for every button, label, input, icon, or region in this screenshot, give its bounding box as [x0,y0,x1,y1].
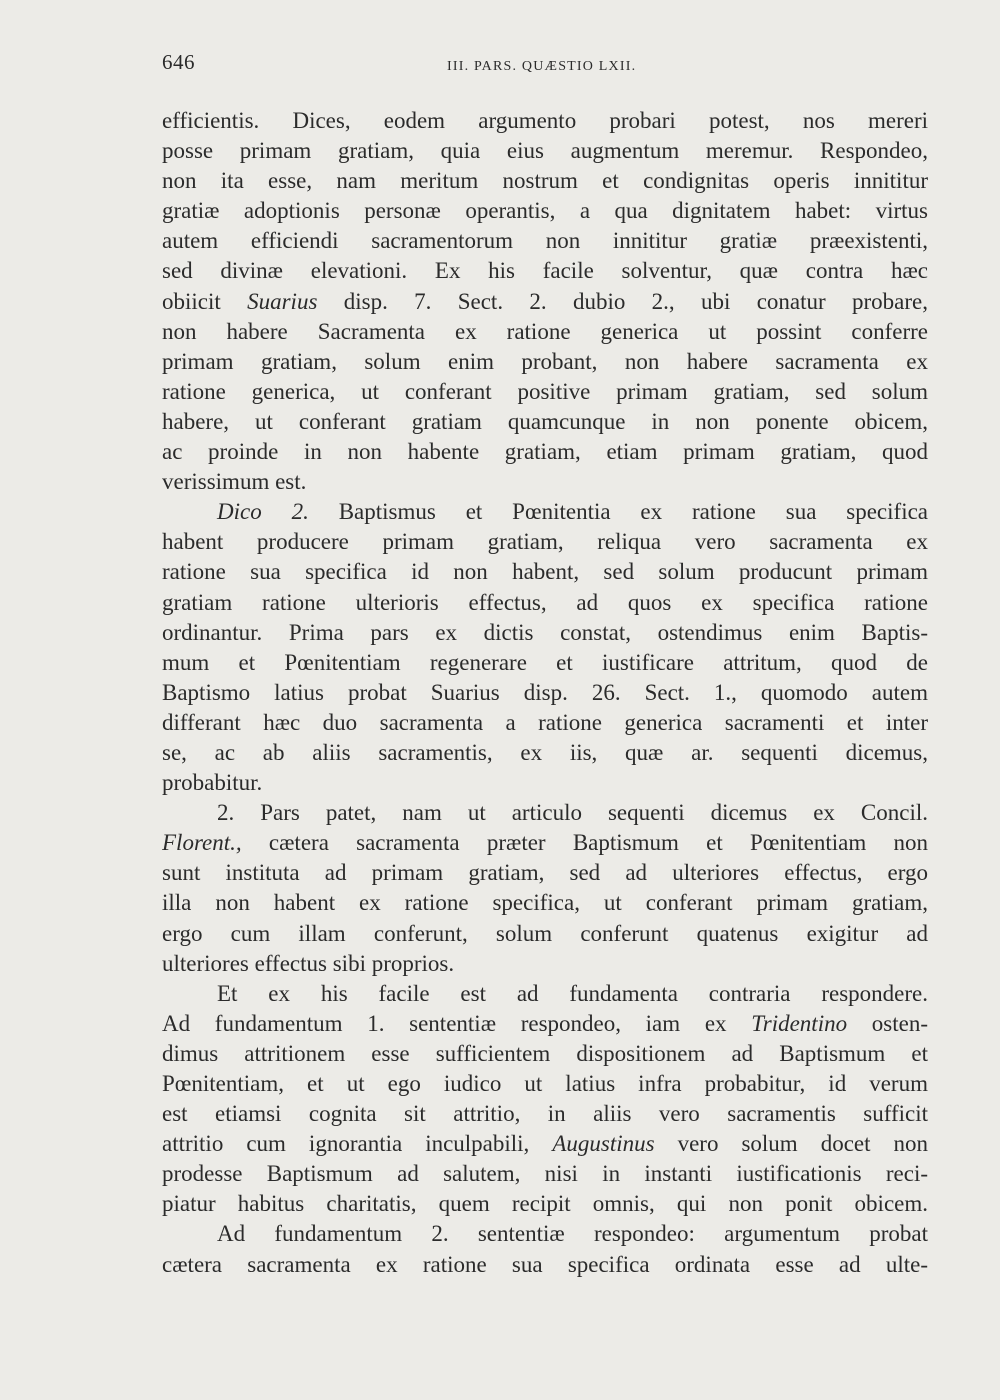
text-line [162,979,928,1009]
line-text: cætera sacramenta ex ratione sua specifica ordinata esse ad ulte- [162,1251,928,1277]
text-line [162,437,928,467]
line-text: ratione generica, ut conferant positive primam gratiam, sed solum [162,378,928,404]
line-text: Ad fundamentum 1. sententiæ respondeo, iam ex [162,1010,752,1036]
italic-text: Suarius [247,288,318,314]
text-line [162,588,928,618]
line-text: primam gratiam, solum enim probant, non habere sacramenta ex [162,348,928,374]
line-text: Pœnitentiam, et ut ego iudico ut latius infra probabitur, id verum [162,1071,928,1096]
running-head: III. PARS. QUÆSTIO LXII. [447,59,637,74]
page-header [162,50,928,84]
text-line [162,1099,928,1129]
line-text: piatur habitus charitatis, quem recipit omnis, qui non ponit obicem. [162,1191,928,1217]
text-line [162,196,928,226]
text-line [162,1129,928,1159]
text-line [162,648,928,678]
text-line [162,919,928,949]
line-text: 2. Pars patet, nam ut articulo sequenti dicemus ex Concil. [217,800,928,826]
text-line [162,287,928,317]
line-text: Et ex his facile est ad fundamenta contraria respondere. [217,980,928,1006]
text-line [162,798,928,828]
text-line [162,136,928,166]
text-line [162,738,928,768]
line-text: non habere Sacramenta ex ratione generica ut possint conferre [162,318,928,344]
line-text: differant hæc duo sacramenta a ratione generica sacramenti et inter [162,709,928,735]
text-line [162,407,928,437]
text-line [162,828,928,858]
line-text: ordinantur. Prima pars ex dictis constat, ostendimus enim Baptis- [162,619,928,645]
line-text: verissimum est. [162,469,307,495]
line-text: ac proinde in non habente gratiam, etiam primam gratiam, quod [162,439,928,465]
text-line [162,317,928,347]
text-line [162,256,928,286]
italic-text: Augustinus [552,1131,655,1157]
text-line [162,1250,928,1280]
line-text: sed divinæ elevationi. Ex his facile solventur, quæ contra hæc [162,258,928,284]
line-text: attritio cum ignorantia inculpabili, [162,1131,553,1157]
italic-text: Dico 2. [217,499,309,525]
italic-text: Florent., [162,830,242,856]
text-line [162,527,928,557]
text-line [162,166,928,196]
line-text: habent producere primam gratiam, reliqua vero sacramenta ex [162,529,928,555]
text-line [162,858,928,888]
text-line [162,226,928,256]
line-text: probabitur. [162,770,263,796]
text-line [162,467,928,497]
line-text: sunt instituta ad primam gratiam, sed ad ulteriores effectus, ergo [162,860,928,886]
text-line [162,1159,928,1189]
page-number: 646 [162,50,195,74]
line-text: autem efficiendi sacramentorum non innititur gratiæ præexistenti, [162,228,928,254]
text-line [162,1189,928,1219]
text-line [162,678,928,708]
text-line [162,708,928,738]
line-text: non ita esse, nam meritum nostrum et condignitas operis innititur [162,168,928,194]
text-line [162,949,928,979]
line-text: ergo cum illam conferunt, solum conferunt quatenus exigitur ad [162,920,928,946]
line-text: est etiamsi cognita sit attritio, in aliis vero sacramentis sufficit [162,1101,928,1127]
text-line [162,377,928,407]
line-text: dimus attritionem esse sufficientem dispositionem ad Baptismum et [162,1040,928,1066]
line-text: illa non habent ex ratione specifica, ut conferant primam gratiam, [162,890,928,916]
line-text: vero solum docet non [654,1131,928,1157]
line-text: habere, ut conferant gratiam quamcunque in non ponente obicem, [162,408,928,434]
line-text: Baptismo latius probat Suarius disp. 26. Sect. 1., quomodo autem [162,679,928,705]
line-text: osten- [847,1010,928,1036]
line-text: mum et Pœnitentiam regenerare et iustificare attritum, quod de [162,649,928,675]
line-text: Ad fundamentum 2. sententiæ respondeo: argumentum probat [217,1221,928,1247]
text-line [162,1039,928,1069]
text-line [162,497,928,527]
body-text [162,106,928,1280]
text-line [162,106,928,136]
text-line [162,1009,928,1039]
text-line [162,618,928,648]
text-line [162,768,928,798]
line-text: se, ac ab aliis sacramentis, ex iis, quæ ar. sequenti dicemus, [162,739,928,765]
text-line [162,557,928,587]
line-text: disp. 7. Sect. 2. dubio 2., ubi conatur probare, [317,288,928,314]
line-text: ratione sua specifica id non habent, sed solum producunt primam [162,559,928,585]
text-line [162,888,928,918]
text-line [162,347,928,377]
line-text: obiicit [162,288,248,314]
line-text: gratiam ratione ulterioris effectus, ad quos ex specifica ratione [162,589,928,615]
line-text: prodesse Baptismum ad salutem, nisi in instanti iustificationis reci- [162,1161,928,1187]
line-text: posse primam gratiam, quia eius augmentum meremur. Respondeo, [162,138,928,164]
text-line [162,1219,928,1249]
line-text: gratiæ adoptionis personæ operantis, a qua dignitatem habet: virtus [162,198,928,224]
italic-text: Tridentino [751,1010,848,1036]
line-text: cætera sacramenta præter Baptismum et Pœnitentiam non [241,830,928,856]
line-text: Baptismus et Pœnitentia ex ratione sua specifica [308,499,928,525]
text-line [162,1069,928,1099]
line-text: ulteriores effectus sibi proprios. [162,950,455,976]
line-text: efficientis. Dices, eodem argumento probari potest, nos mereri [162,108,928,133]
